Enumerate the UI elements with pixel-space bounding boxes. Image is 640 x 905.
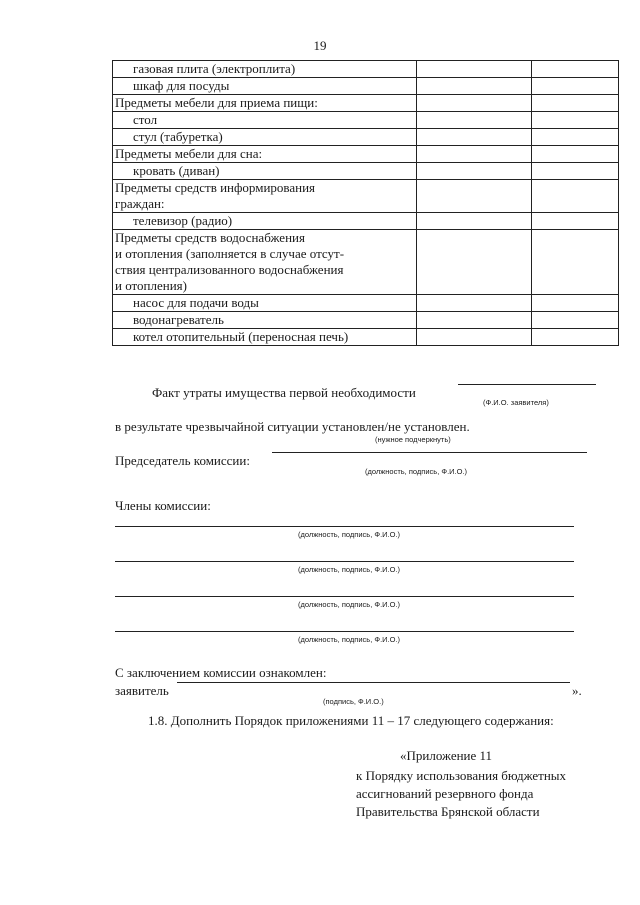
- table-row: [113, 295, 619, 312]
- appendix-title: «Приложение 11: [400, 748, 493, 763]
- chairman-hint: (должность, подпись, Ф.И.О.): [365, 467, 468, 476]
- item-name-text: стол: [133, 112, 158, 127]
- item-name-text: стул (табуретка): [133, 129, 223, 144]
- item-name-text: кровать (диван): [133, 163, 220, 178]
- item-name-cell: [113, 213, 417, 230]
- item-name-text: газовая плита (электроплита): [133, 61, 296, 76]
- member-field-2[interactable]: [115, 561, 574, 562]
- item-name-text: ствия централизованного водоснабжения: [115, 262, 344, 277]
- applicant-hint: (подпись, Ф.И.О.): [323, 697, 384, 706]
- amount-cell[interactable]: [532, 213, 619, 230]
- item-name-cell: [113, 180, 417, 213]
- table-row: [113, 95, 619, 112]
- table-row: [113, 163, 619, 180]
- amount-cell[interactable]: [532, 230, 619, 295]
- item-name-cell: [113, 295, 417, 312]
- amount-cell[interactable]: [532, 112, 619, 129]
- amendment-paragraph: 1.8. Дополнить Порядок приложениями 11 – 17 следующего содержания:: [148, 713, 554, 728]
- amount-cell[interactable]: [532, 329, 619, 346]
- item-name-text: телевизор (радио): [133, 213, 233, 228]
- acquainted-text: С заключением комиссии ознакомлен:: [115, 665, 327, 680]
- appendix-line-3: Правительства Брянской области: [356, 804, 540, 819]
- amount-cell[interactable]: [532, 146, 619, 163]
- value-cell[interactable]: [417, 230, 532, 295]
- applicant-field[interactable]: [177, 682, 570, 683]
- value-cell[interactable]: [417, 61, 532, 78]
- item-name-cell: [113, 146, 417, 163]
- table-row: [113, 230, 619, 295]
- result-line-hint: (нужное подчеркнуть): [375, 435, 451, 444]
- item-name-text: Предметы средств водоснабжения: [115, 230, 305, 245]
- appendix-line-2: ассигнований резервного фонда: [356, 786, 534, 801]
- fact-line-text: Факт утраты имущества первой необходимости: [152, 385, 416, 400]
- amount-cell[interactable]: [532, 295, 619, 312]
- item-name-text: насос для подачи воды: [133, 295, 259, 310]
- member-hint-2: (должность, подпись, Ф.И.О.): [298, 565, 401, 574]
- amount-cell[interactable]: [532, 61, 619, 78]
- member-hint-4: (должность, подпись, Ф.И.О.): [298, 635, 401, 644]
- member-field-3[interactable]: [115, 596, 574, 597]
- member-hint-1: (должность, подпись, Ф.И.О.): [298, 530, 401, 539]
- value-cell[interactable]: [417, 146, 532, 163]
- member-field-4[interactable]: [115, 631, 574, 632]
- value-cell[interactable]: [417, 213, 532, 230]
- item-name-text: и отопления (заполняется в случае отсут-: [115, 246, 345, 261]
- applicant-label: заявитель: [115, 683, 169, 698]
- value-cell[interactable]: [417, 129, 532, 146]
- applicant-closing: ».: [572, 683, 582, 698]
- value-cell[interactable]: [417, 312, 532, 329]
- member-hint-3: (должность, подпись, Ф.И.О.): [298, 600, 401, 609]
- item-name-cell: [113, 61, 417, 78]
- members-label: Члены комиссии:: [115, 498, 211, 513]
- table-row: [113, 129, 619, 146]
- result-line-text: в результате чрезвычайной ситуации установлен/не установлен.: [115, 419, 470, 434]
- item-name-text: шкаф для посуды: [133, 78, 230, 93]
- chairman-field[interactable]: [272, 452, 587, 453]
- value-cell[interactable]: [417, 95, 532, 112]
- table-row: [113, 180, 619, 213]
- value-cell[interactable]: [417, 78, 532, 95]
- table-row: [113, 78, 619, 95]
- value-cell[interactable]: [417, 163, 532, 180]
- value-cell[interactable]: [417, 329, 532, 346]
- page-number: 19: [313, 38, 327, 53]
- amount-cell[interactable]: [532, 78, 619, 95]
- item-name-text: граждан:: [115, 196, 165, 211]
- amount-cell[interactable]: [532, 95, 619, 112]
- amount-cell[interactable]: [532, 163, 619, 180]
- item-name-text: Предметы мебели для сна:: [115, 146, 263, 161]
- item-name-text: и отопления): [115, 278, 187, 293]
- amount-cell[interactable]: [532, 180, 619, 213]
- value-cell[interactable]: [417, 295, 532, 312]
- table-row: [113, 112, 619, 129]
- value-cell[interactable]: [417, 112, 532, 129]
- amount-cell[interactable]: [532, 312, 619, 329]
- property-table: [112, 60, 619, 346]
- item-name-text: котел отопительный (переносная печь): [133, 329, 349, 344]
- item-name-cell: [113, 230, 417, 295]
- item-name-cell: [113, 112, 417, 129]
- fact-line-field[interactable]: [458, 384, 596, 385]
- item-name-text: Предметы мебели для приема пищи:: [115, 95, 318, 110]
- item-name-cell: [113, 78, 417, 95]
- item-name-cell: [113, 329, 417, 346]
- value-cell[interactable]: [417, 180, 532, 213]
- fact-line-hint: (Ф.И.О. заявителя): [483, 398, 549, 407]
- appendix-line-1: к Порядку использования бюджетных: [356, 768, 567, 783]
- item-name-text: водонагреватель: [133, 312, 224, 327]
- table-row: [113, 146, 619, 163]
- table-row: [113, 213, 619, 230]
- item-name-cell: [113, 129, 417, 146]
- item-name-text: Предметы средств информирования: [115, 180, 316, 195]
- table-row: [113, 61, 619, 78]
- amount-cell[interactable]: [532, 129, 619, 146]
- item-name-cell: [113, 312, 417, 329]
- chairman-label: Председатель комиссии:: [115, 453, 250, 468]
- item-name-cell: [113, 95, 417, 112]
- member-field-1[interactable]: [115, 526, 574, 527]
- table-row: [113, 312, 619, 329]
- table-row: [113, 329, 619, 346]
- item-name-cell: [113, 163, 417, 180]
